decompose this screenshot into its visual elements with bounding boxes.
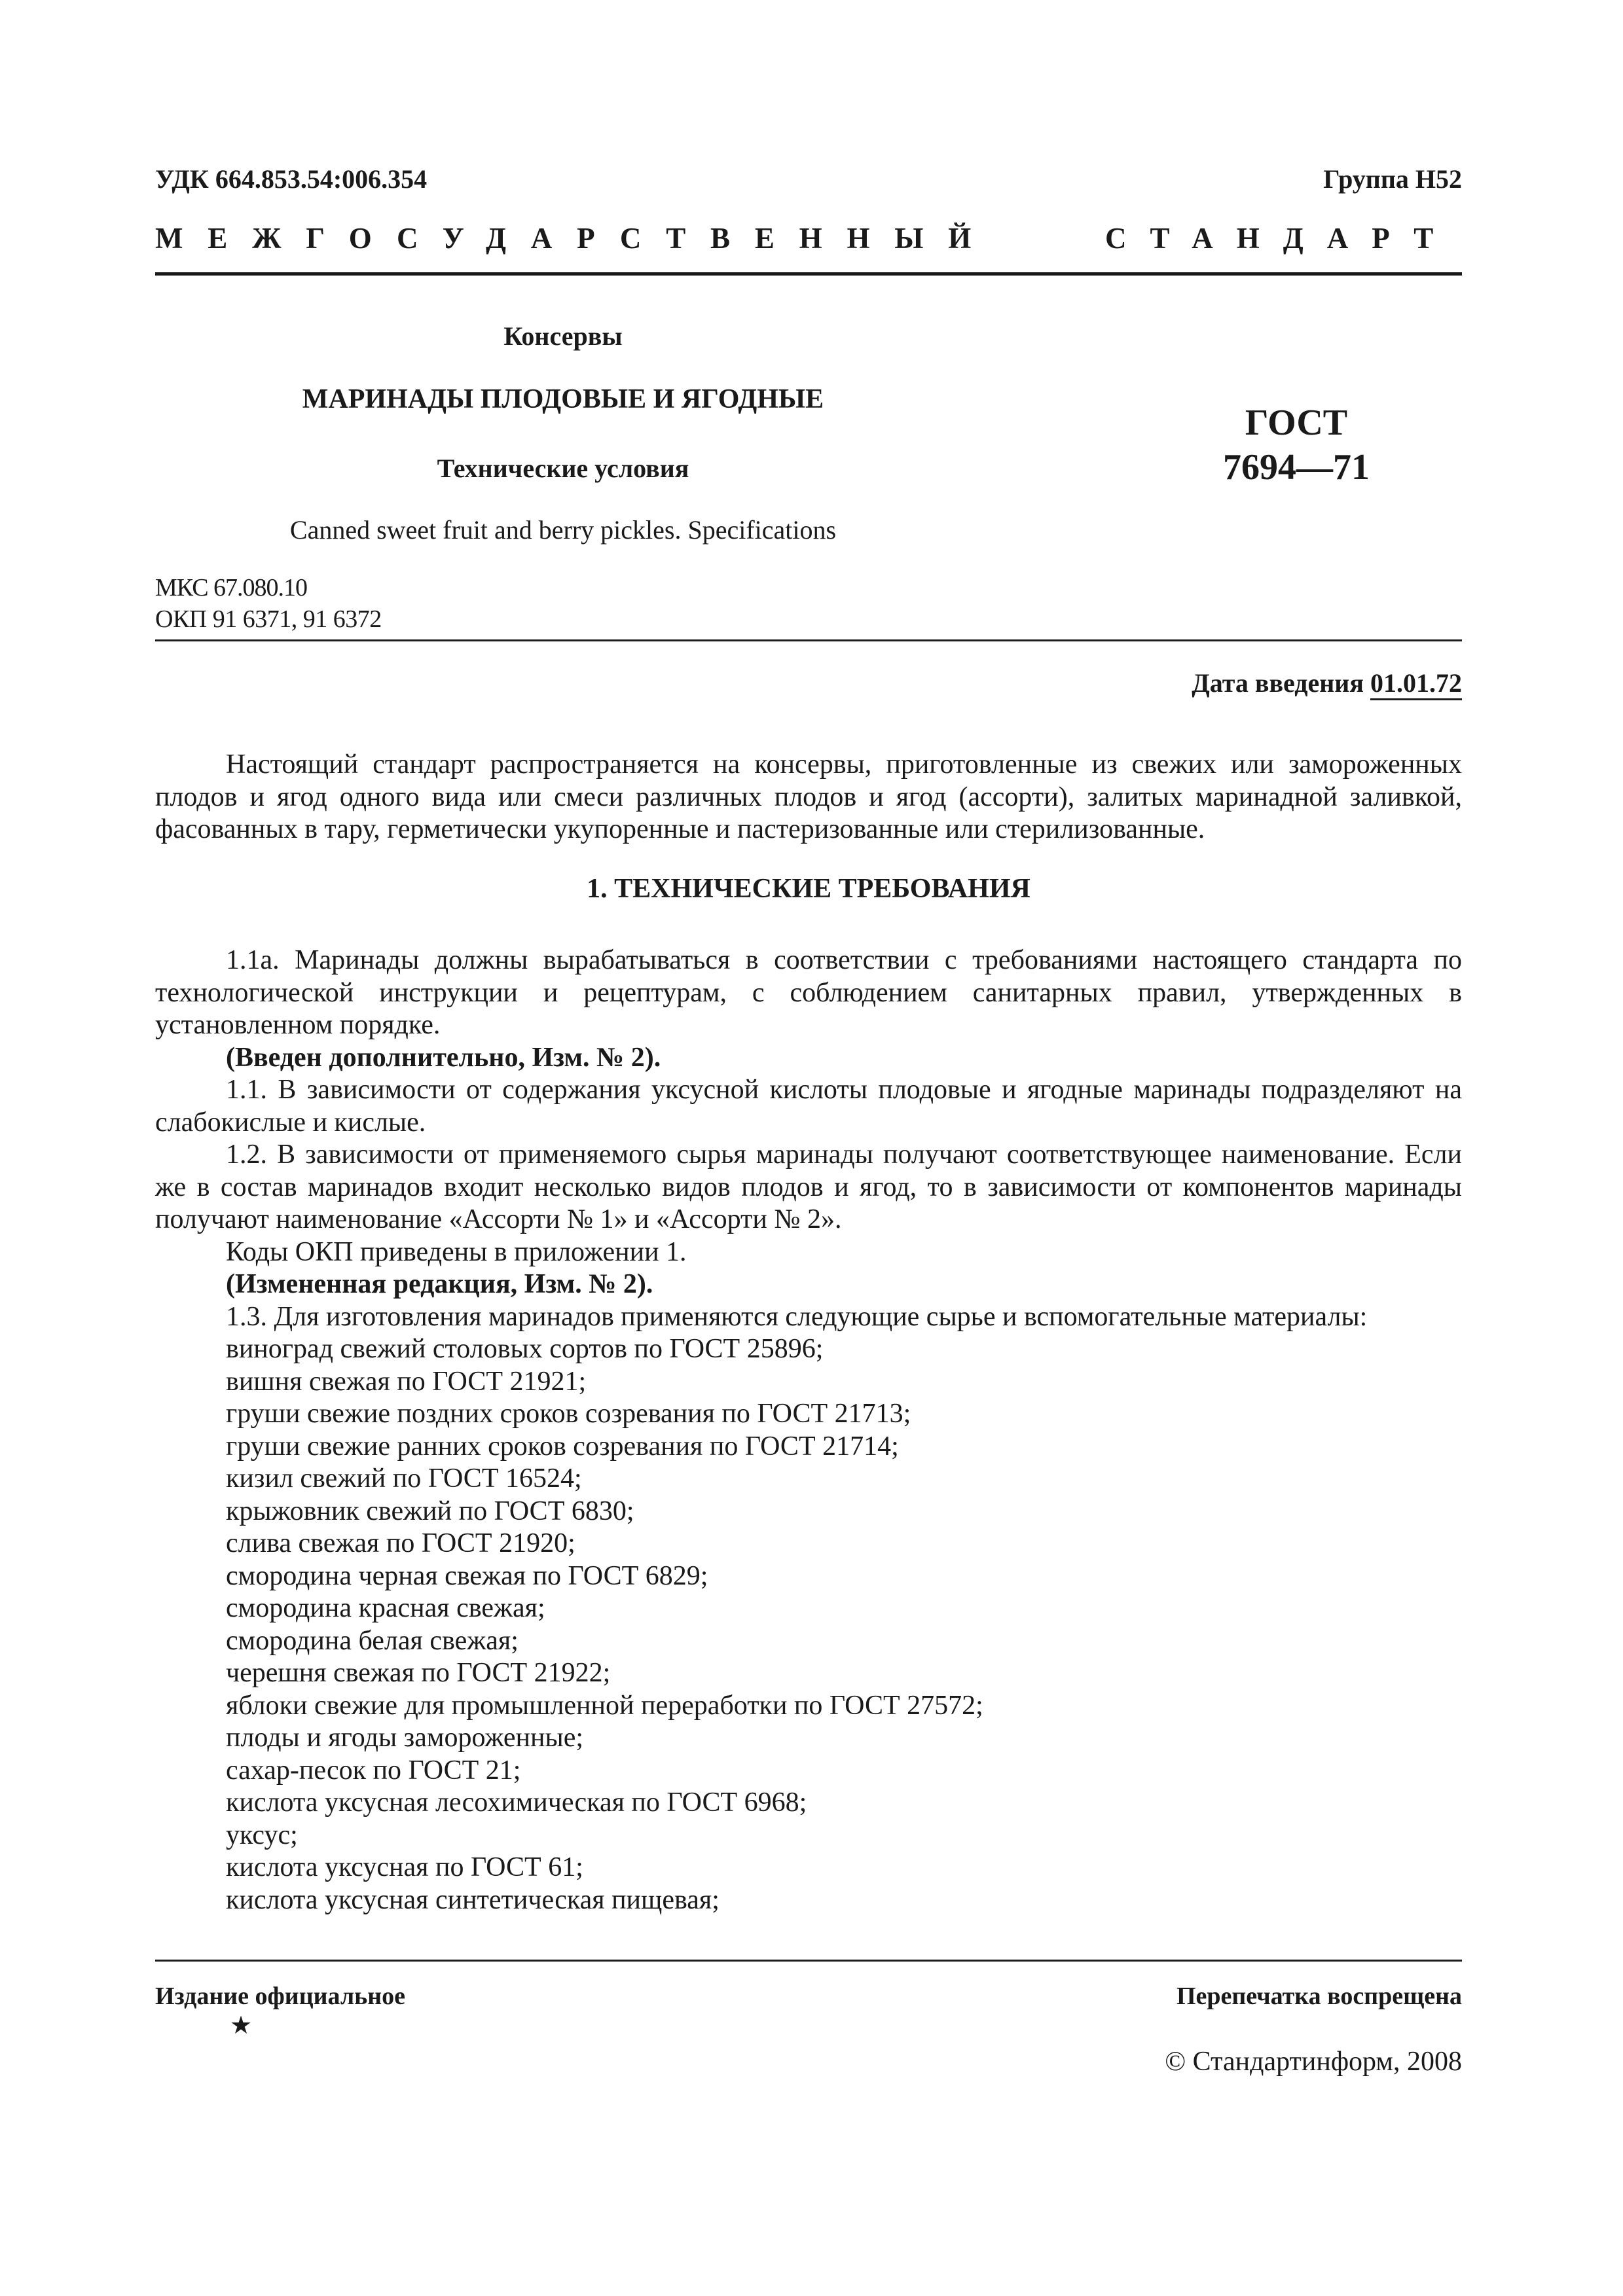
material-item: кислота уксусная лесохимическая по ГОСТ 6968; — [226, 1787, 807, 1818]
gost-number: 7694—71 — [1223, 447, 1370, 488]
material-item: крыжовник свежий по ГОСТ 6830; — [226, 1496, 634, 1526]
material-item: сахар-песок по ГОСТ 21; — [226, 1755, 521, 1785]
material-item: уксус; — [226, 1820, 298, 1850]
reprint-prohibited-label: Перепечатка воспрещена — [1176, 1982, 1462, 2010]
section-body — [155, 944, 1462, 1916]
mks-code: МКС 67.080.10 — [155, 574, 308, 601]
classification-rule — [155, 639, 1462, 641]
material-item: кизил свежий по ГОСТ 16524; — [226, 1463, 582, 1494]
material-item: яблоки свежие для промышленной переработки по ГОСТ 27572; — [226, 1690, 983, 1721]
amendment-note-1: (Введен дополнительно, Изм. № 2). — [226, 1042, 661, 1073]
material-item: слива свежая по ГОСТ 21920; — [226, 1528, 575, 1558]
header-rule — [155, 272, 1462, 276]
material-item: вишня свежая по ГОСТ 21921; — [226, 1366, 587, 1397]
introduction-date-value: 01.01.72 — [1370, 668, 1462, 698]
document-title-english: Canned sweet fruit and berry pickles. Specifications — [289, 515, 837, 545]
material-item: груши свежие поздних сроков созревания по ГОСТ 21713; — [226, 1399, 911, 1429]
material-item: плоды и ягоды замороженные; — [226, 1723, 584, 1753]
document-title: МАРИНАДЫ ПЛОДОВЫЕ И ЯГОДНЫЕ — [302, 384, 824, 414]
document-subtitle: Технические условия — [437, 454, 689, 483]
material-item: смородина красная свежая; — [226, 1593, 545, 1623]
material-item: груши свежие ранних сроков созревания по ГОСТ 21714; — [226, 1431, 899, 1462]
material-item: черешня свежая по ГОСТ 21922; — [226, 1658, 611, 1688]
copyright-notice: © Стандартинформ, 2008 — [1165, 2047, 1462, 2077]
gost-label: ГОСТ — [1245, 403, 1348, 443]
section-heading: 1. ТЕХНИЧЕСКИЕ ТРЕБОВАНИЯ — [587, 874, 1030, 904]
group-code: Группа Н52 — [1323, 164, 1462, 194]
introduction-date-label: Дата введения — [1192, 668, 1364, 698]
clause-1-3: 1.3. Для изготовления маринадов применяются следующие сырье и вспомогательные материалы: — [226, 1301, 1368, 1332]
star-icon: ★ — [230, 2012, 253, 2039]
intro-paragraph: Настоящий стандарт распространяется на консервы, приготовленные из свежих или замороженных плодов и ягод одного вида или смеси различных плодов и ягод (ассорти), залитых маринадной заливкой, фасованных в тару, герметически укупоренные и пастеризованные или стерилизованные. — [155, 749, 1462, 844]
material-item: кислота уксусная синтетическая пищевая; — [226, 1884, 720, 1915]
clause-1-1: 1.1. В зависимости от содержания уксусной кислоты плодовые и ягодные маринады подразделяют на слабокислые и кислые. — [155, 1075, 1462, 1138]
material-item: смородина черная свежая по ГОСТ 6829; — [226, 1560, 708, 1591]
standard-type-right: СТАНДАРТ — [1105, 222, 1457, 255]
material-item: виноград свежий столовых сортов по ГОСТ 25896; — [226, 1334, 824, 1364]
material-item: кислота уксусная по ГОСТ 61; — [226, 1852, 583, 1882]
okp-code: ОКП 91 6371, 91 6372 — [155, 605, 382, 633]
intro-text — [155, 749, 1462, 846]
official-edition-label: Издание официальное — [155, 1982, 406, 2010]
udk-code: УДК 664.853.54:006.354 — [155, 164, 428, 194]
material-item: смородина белая свежая; — [226, 1625, 519, 1656]
amendment-note-2: (Измененная редакция, Изм. № 2). — [226, 1269, 653, 1299]
introduction-date — [1192, 668, 1462, 698]
clause-1-1a: 1.1а. Маринады должны вырабатываться в соответствии с требованиями настоящего стандарта по технологической инструкции и рецептурам, с соблюдением санитарных правил, утвержденных в установленном порядке. — [155, 945, 1462, 1040]
standard-type-left: МЕЖГОСУДАРСТВЕННЫЙ — [155, 222, 996, 255]
category-title: Консервы — [503, 321, 623, 351]
footer-rule — [155, 1960, 1462, 1962]
clause-1-2: 1.2. В зависимости от применяемого сырья маринады получают соответствующее наименование. Если же в состав маринадов входит несколько видов плодов и ягод, то в зависимости от компонентов маринады получают наименование «Ассорти № 1» и «Ассорти № 2». — [155, 1139, 1462, 1234]
okp-codes-note: Коды ОКП приведены в приложении 1. — [226, 1236, 687, 1267]
